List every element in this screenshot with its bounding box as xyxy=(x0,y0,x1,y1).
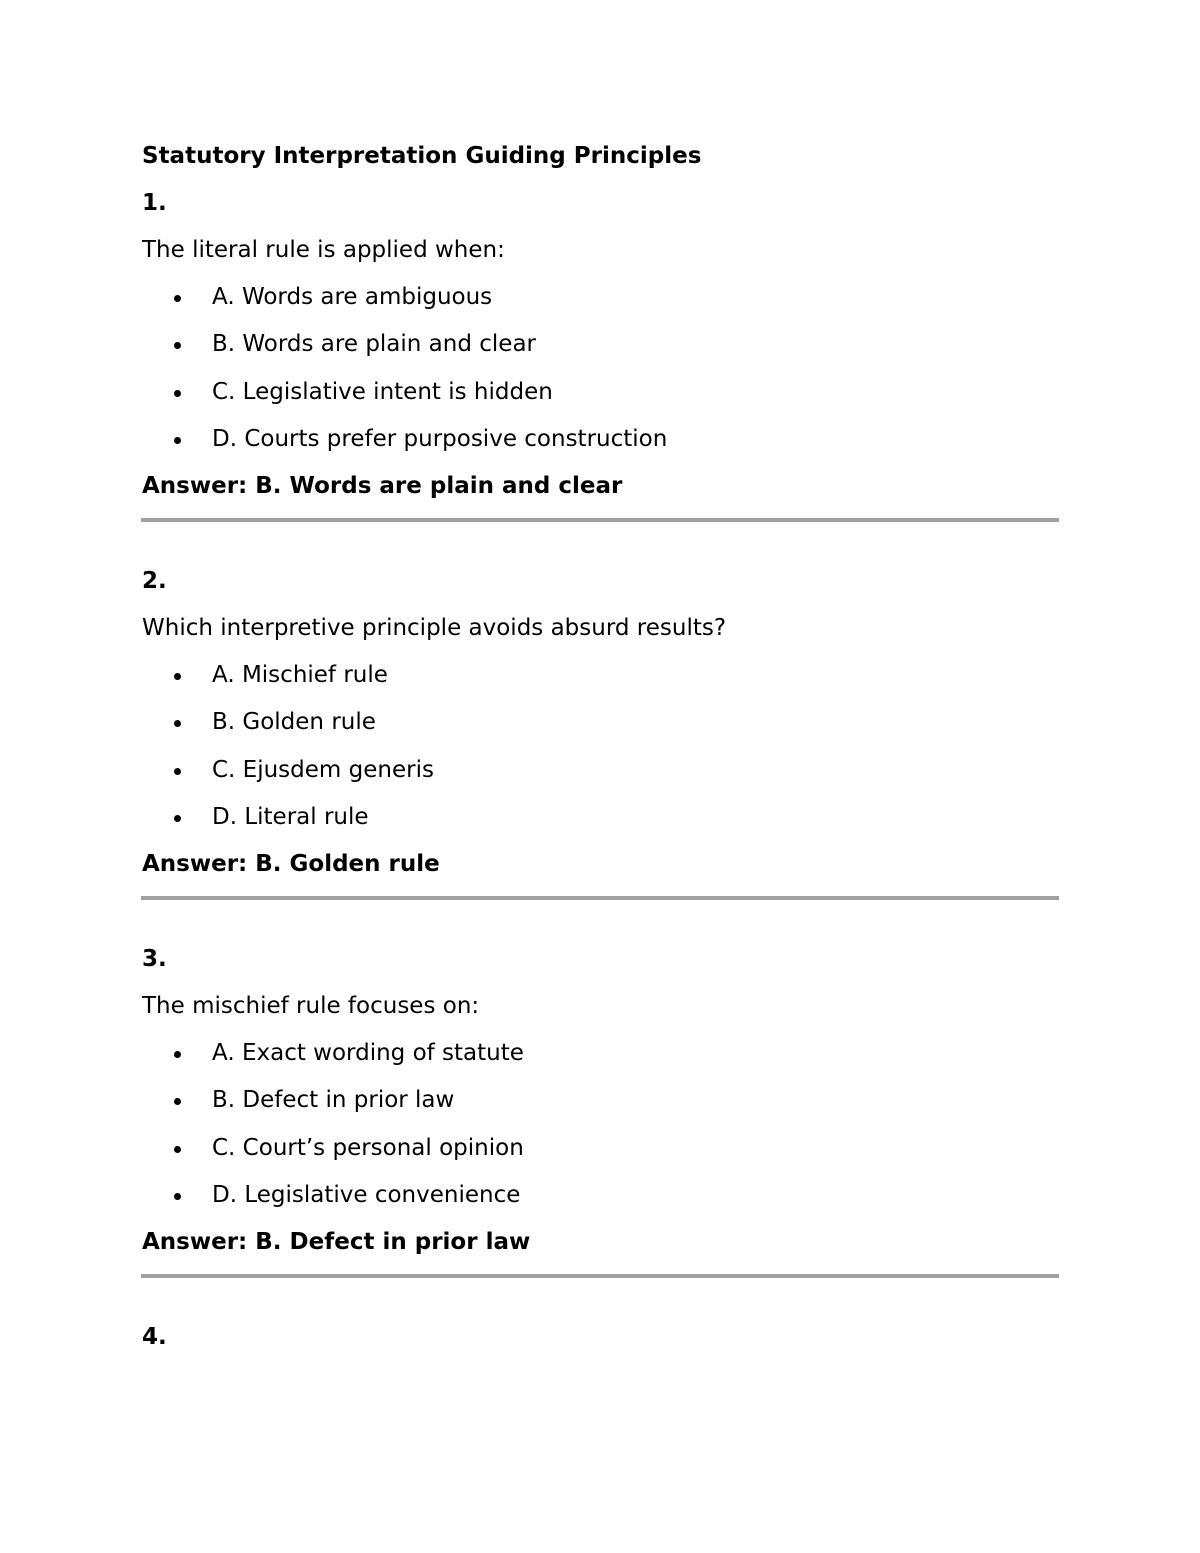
bullet-icon xyxy=(174,673,181,680)
bullet-icon xyxy=(174,342,181,349)
question-number: 1. xyxy=(142,190,167,216)
option-text: B. Words are plain and clear xyxy=(212,331,536,358)
question-number: 4. xyxy=(142,1324,167,1350)
bullet-icon xyxy=(174,768,181,775)
bullet-icon xyxy=(174,390,181,397)
section-divider xyxy=(141,518,1059,522)
option-text: D. Legislative convenience xyxy=(212,1181,521,1208)
bullet-icon xyxy=(174,720,181,727)
bullet-icon xyxy=(174,1193,181,1200)
bullet-icon xyxy=(174,815,181,822)
bullet-icon xyxy=(174,1098,181,1105)
answer-text: Answer: B. Defect in prior law xyxy=(142,1229,531,1255)
question-text: The mischief rule focuses on: xyxy=(142,993,480,1019)
option-text: B. Defect in prior law xyxy=(212,1087,455,1114)
answer-text: Answer: B. Words are plain and clear xyxy=(142,473,623,499)
option-text: D. Literal rule xyxy=(212,803,369,830)
section-divider xyxy=(141,1274,1059,1278)
question-number: 3. xyxy=(142,946,167,972)
bullet-icon xyxy=(174,295,181,302)
section-divider xyxy=(141,896,1059,900)
bullet-icon xyxy=(174,437,181,444)
bullet-icon xyxy=(174,1146,181,1153)
question-number: 2. xyxy=(142,568,167,594)
answer-text: Answer: B. Golden rule xyxy=(142,851,440,877)
option-text: A. Exact wording of statute xyxy=(212,1040,524,1066)
option-text: A. Words are ambiguous xyxy=(212,284,493,310)
bullet-icon xyxy=(174,1051,181,1058)
option-text: B. Golden rule xyxy=(212,709,376,736)
question-text: Which interpretive principle avoids absurd results? xyxy=(142,615,727,641)
document-title: Statutory Interpretation Guiding Principles xyxy=(142,143,702,169)
option-text: C. Ejusdem generis xyxy=(212,756,434,783)
option-text: A. Mischief rule xyxy=(212,662,388,688)
question-text: The literal rule is applied when: xyxy=(142,237,505,263)
option-text: C. Court’s personal opinion xyxy=(212,1134,524,1161)
option-text: D. Courts prefer purposive construction xyxy=(212,425,668,452)
option-text: C. Legislative intent is hidden xyxy=(212,378,553,405)
